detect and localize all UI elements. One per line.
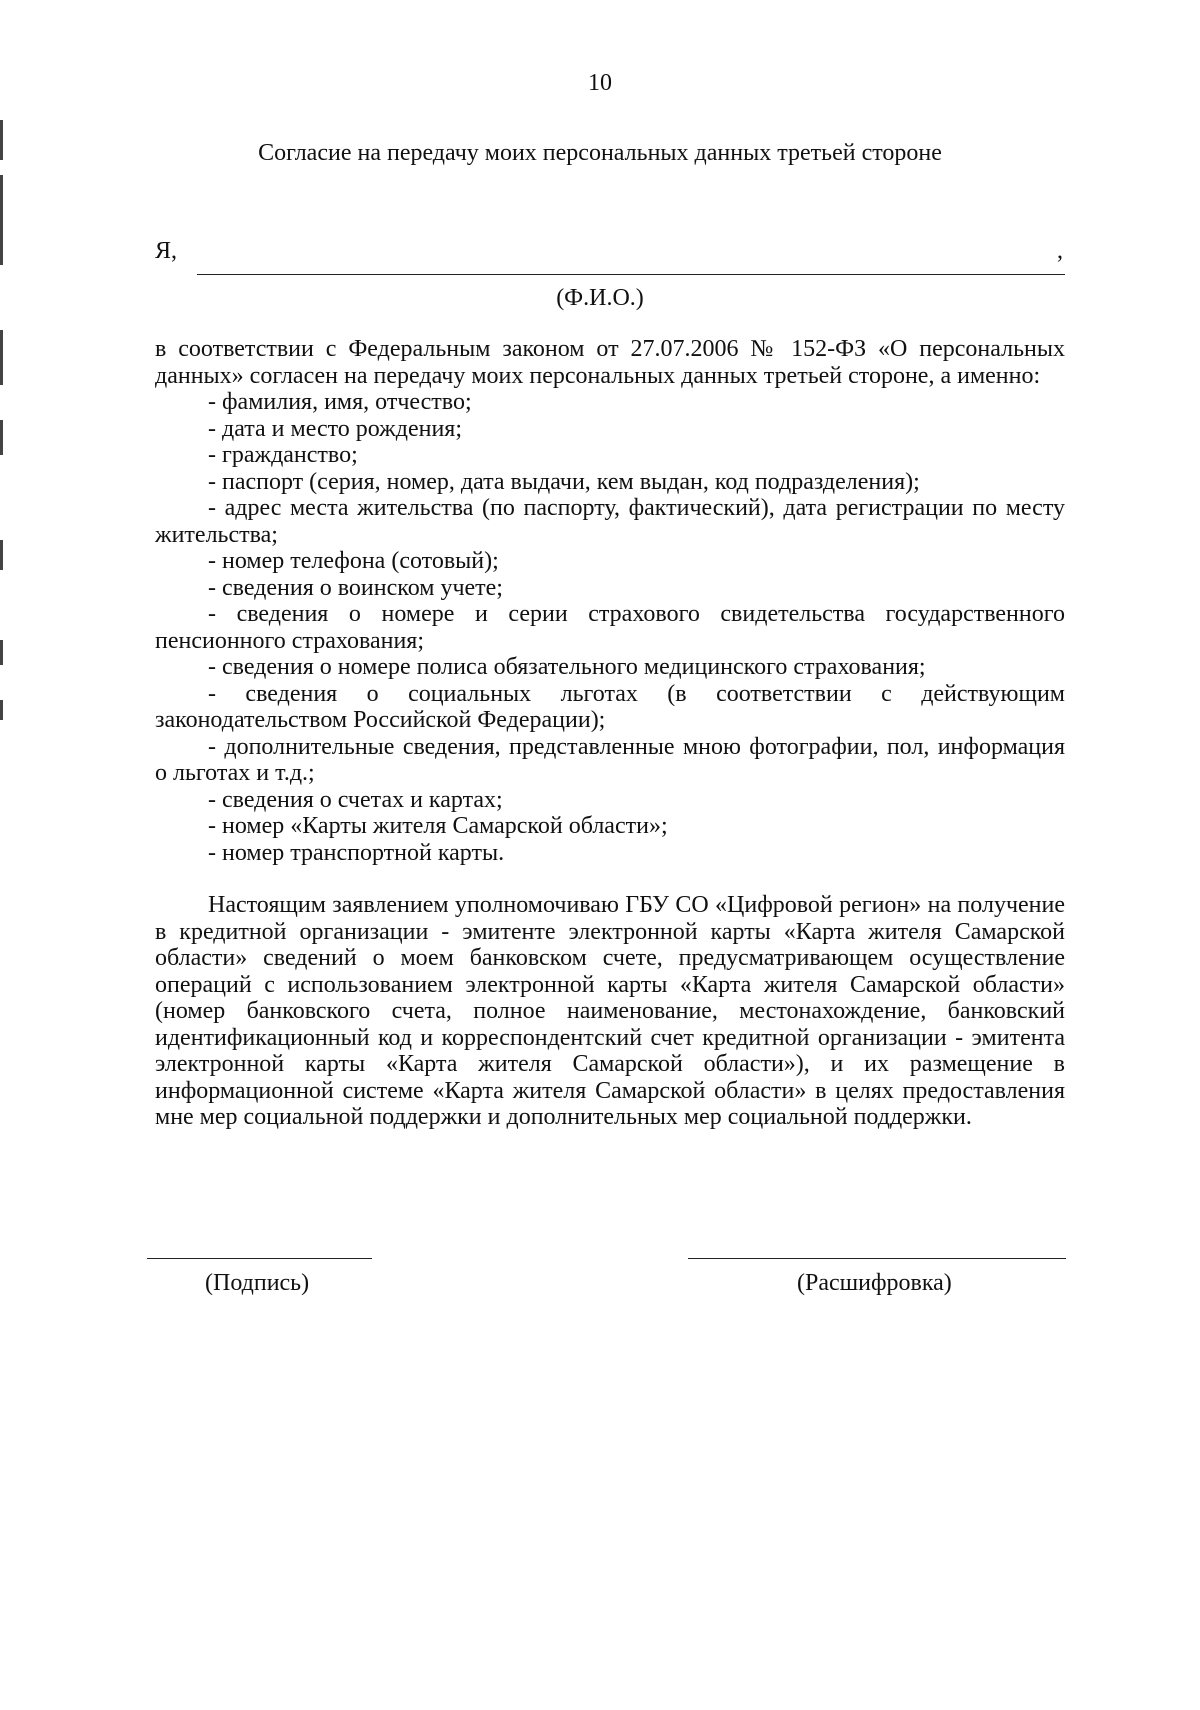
list-item: - сведения о социальных льготах (в соответствии с действующим законодательством Российской Федерации); [155,680,1065,733]
list-item: - адрес места жительства (по паспорту, фактический), дата регистрации по месту жительства; [155,495,1065,548]
signature-block [0,1250,1200,1320]
signature-caption: (Подпись) [205,1270,310,1296]
list-item: - номер телефона (сотовый); [208,548,499,574]
list-item: - паспорт (серия, номер, дата выдачи, кем выдан, код подразделения); [208,468,920,495]
list-item: - гражданство; [208,442,358,468]
list-item: - сведения о номере и серии страхового свидетельства государственного пенсионного страхования; [155,601,1065,654]
consent-body [155,336,1065,1131]
list-item: - номер транспортной карты. [208,839,505,866]
list-item: - фамилия, имя, отчество; [208,389,472,415]
list-item: - дата и место рождения; [208,415,463,442]
list-item: - сведения о счетах и картах; [208,786,503,813]
signature-line[interactable] [147,1258,372,1259]
list-item: - номер «Карты жителя Самарской области»; [208,813,668,839]
transcript-caption: (Расшифровка) [797,1270,952,1296]
document-title: Согласие на передачу моих персональных данных третьей стороне [258,140,942,166]
scan-mark [0,640,3,665]
signature-transcript-line[interactable] [688,1258,1066,1259]
fio-caption: (Ф.И.О.) [556,285,644,311]
fio-comma: , [1057,238,1063,264]
list-item: - сведения о воинском учете; [208,574,503,601]
fio-field [155,232,1065,278]
scan-mark [0,700,3,720]
scan-mark [0,540,3,570]
intro-paragraph: в соответствии с Федеральным законом от 27.07.2006 № 152-ФЗ «О персональных данных» согласен на передачу моих персональных данных третьей стороне, а именно: [155,336,1065,389]
scan-mark [0,175,3,265]
fio-prefix: Я, [155,238,178,264]
scan-mark [0,330,3,385]
fio-input-line[interactable] [197,274,1065,275]
list-item: - дополнительные сведения, представленные мною фотографии, пол, информация о льготах и т.д.; [155,733,1065,786]
list-item: - сведения о номере полиса обязательного медицинского страхования; [208,654,926,680]
authorization-paragraph: Настоящим заявлением уполномочиваю ГБУ СО «Цифровой регион» на получение в кредитной организации - эмитенте электронной карты «Карта жителя Самарской области» сведений о моем банковском счете, предусматривающем осуществление операций с использованием электронной карты «Карта жителя Самарской области» (номер банковского счета, полное наименование, местонахождение, банковский идентификационный код и корреспондентский счет кредитной организации - эмитента электронной карты «Карта жителя Самарской области»), и их размещение в информационной системе «Карта жителя Самарской области» в целях предоставления мне мер социальной поддержки и дополнительных мер социальной поддержки. [155,892,1065,1130]
scan-mark [0,420,3,455]
page-number: 10 [588,70,612,96]
